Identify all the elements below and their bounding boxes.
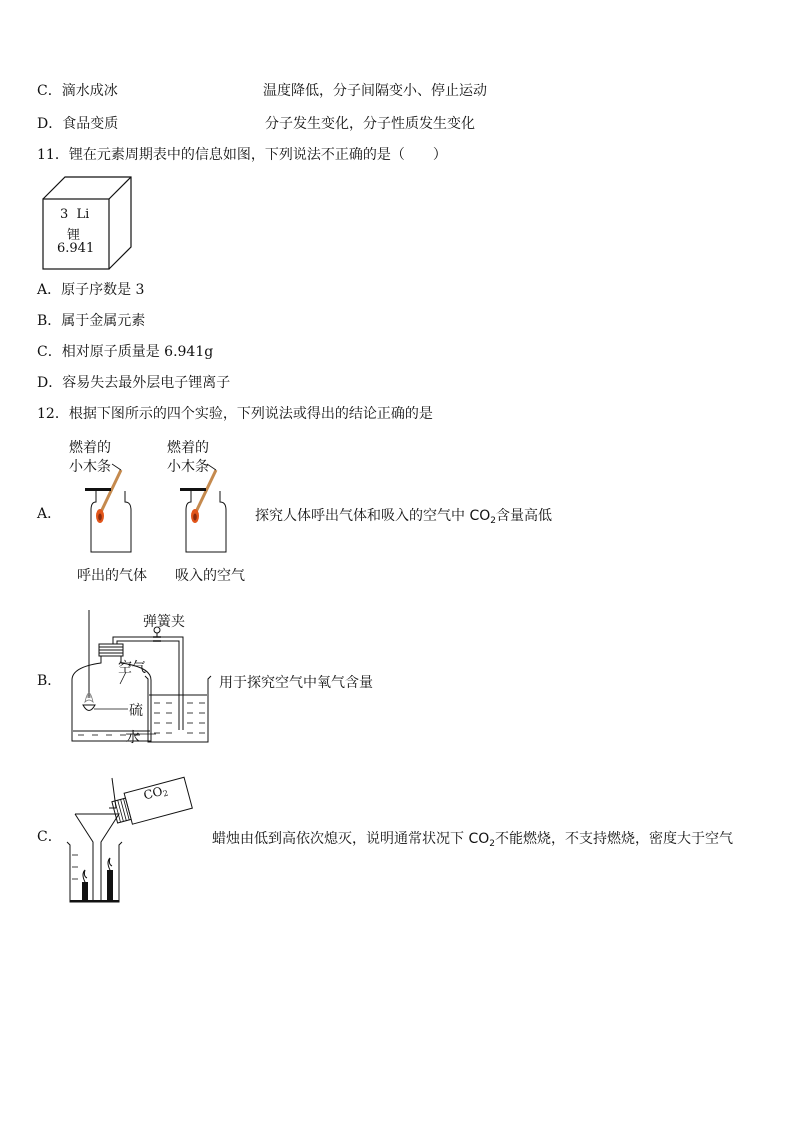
stick-label-left-1: 燃着的 [69,440,111,456]
option-letter: D． [37,116,63,132]
candle-co2-apparatus [67,770,207,905]
element-mass: 6.941 [57,241,95,256]
option-c-prev [37,82,118,100]
inhaled-air-bottle [178,460,248,555]
option-c-text-before: 蜡烛由低到高依次熄灭，说明通常状况下 CO [212,831,490,847]
option-d-prev [37,115,118,133]
question-12-option-b-letter: B． [37,673,62,689]
option-item: 食品变质 [62,116,119,132]
sulfur-label: 硫 [129,703,143,719]
element-name: 锂 [67,228,81,243]
exhaled-gas-bottle [83,460,153,555]
question-11-option-d: D．容易失去最外层电子锂离子 [37,375,231,391]
option-a-text-after: 含量高低 [495,508,552,524]
oxygen-content-apparatus [66,610,216,745]
option-c-subscript: 2 [489,839,495,849]
co2-bottle-subscript: 2 [161,788,170,799]
question-12-option-c-text [212,828,733,848]
option-item: 滴水成冰 [61,83,118,99]
question-12-stem: 12．根据下图所示的四个实验，下列说法或得出的结论正确的是 [37,406,433,422]
option-c-text-after: 不能燃烧，不支持燃烧，密度大于空气 [494,831,733,847]
question-11-option-a: A．原子序数是 3 [37,282,145,298]
option-c-prev-explanation: 温度降低，分子间隔变小、停止运动 [263,83,487,99]
question-11-option-b: B．属于金属元素 [37,313,146,329]
element-number: 3 [60,207,69,222]
question-12-option-a-letter: A． [37,506,62,522]
question-12-option-a-text [255,505,552,525]
stick-label-right-1: 燃着的 [167,440,209,456]
question-12-option-c-letter: C． [37,829,62,845]
exhaled-gas-caption: 呼出的气体 [77,568,147,584]
question-11-stem: 11．锂在元素周期表中的信息如图，下列说法不正确的是（ ） [37,147,447,163]
question-12-option-b-text: 用于探究空气中氧气含量 [219,675,373,691]
stick-label-left-2: 小木条 [69,459,111,475]
air-label: 空气 [118,660,146,676]
co2-bottle-text: CO [142,784,165,803]
question-11-option-c: C．相对原子质量是 6.941g [37,344,214,360]
option-a-text-before: 探究人体呼出气体和吸入的空气中 CO [255,508,491,524]
option-d-prev-explanation: 分子发生变化，分子性质发生变化 [265,116,475,132]
water-label: 水 [126,730,140,746]
stick-label-right-2: 小木条 [167,459,209,475]
clamp-label: 弹簧夹 [143,614,185,630]
option-a-subscript: 2 [490,516,496,526]
inhaled-air-caption: 吸入的空气 [175,568,245,584]
element-symbol: Li [76,207,90,222]
element-number-symbol [60,207,89,222]
option-letter: C． [37,83,62,99]
